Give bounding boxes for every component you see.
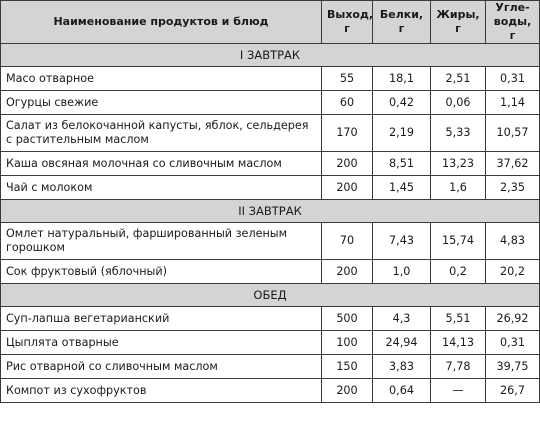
cell-carbs: 0,31	[486, 67, 540, 91]
cell-carbs: 39,75	[486, 355, 540, 379]
table-row	[1, 152, 540, 176]
cell-name: Масо отварное	[1, 67, 322, 91]
cell-fat: 0,2	[431, 260, 486, 284]
section-title: I ЗАВТРАК	[1, 44, 540, 67]
cell-carbs: 1,14	[486, 91, 540, 115]
cell-name: Омлет натуральный, фаршированный зеленым горошком	[1, 223, 322, 260]
cell-name: Салат из белокочанной капусты, яблок, сельдерея с растительным маслом	[1, 115, 322, 152]
header-fat: Жиры, г	[431, 1, 486, 44]
cell-protein: 3,83	[373, 355, 431, 379]
table-row	[1, 91, 540, 115]
cell-carbs: 20,2	[486, 260, 540, 284]
cell-output: 150	[322, 355, 373, 379]
cell-protein: 18,1	[373, 67, 431, 91]
cell-protein: 0,64	[373, 379, 431, 403]
section-title: II ЗАВТРАК	[1, 200, 540, 223]
cell-output: 100	[322, 331, 373, 355]
cell-protein: 4,3	[373, 307, 431, 331]
table-row	[1, 223, 540, 260]
cell-protein: 8,51	[373, 152, 431, 176]
cell-name: Каша овсяная молочная со сливочным маслом	[1, 152, 322, 176]
cell-output: 200	[322, 176, 373, 200]
cell-protein: 1,45	[373, 176, 431, 200]
cell-name: Компот из сухофруктов	[1, 379, 322, 403]
cell-carbs: 4,83	[486, 223, 540, 260]
header-carbs: Угле-воды, г	[486, 1, 540, 44]
cell-protein: 1,0	[373, 260, 431, 284]
cell-fat: 14,13	[431, 331, 486, 355]
header-name: Наименование продуктов и блюд	[1, 1, 322, 44]
section-header-breakfast-1	[1, 44, 540, 67]
cell-fat: 0,06	[431, 91, 486, 115]
cell-carbs: 10,57	[486, 115, 540, 152]
cell-name: Чай с молоком	[1, 176, 322, 200]
cell-fat: 5,33	[431, 115, 486, 152]
section-title: ОБЕД	[1, 284, 540, 307]
table-row	[1, 115, 540, 152]
table-header-row	[1, 1, 540, 44]
cell-output: 170	[322, 115, 373, 152]
cell-protein: 0,42	[373, 91, 431, 115]
cell-fat: —	[431, 379, 486, 403]
cell-output: 200	[322, 260, 373, 284]
cell-carbs: 26,7	[486, 379, 540, 403]
cell-output: 500	[322, 307, 373, 331]
cell-carbs: 26,92	[486, 307, 540, 331]
cell-output: 200	[322, 152, 373, 176]
cell-fat: 1,6	[431, 176, 486, 200]
cell-carbs: 37,62	[486, 152, 540, 176]
cell-carbs: 2,35	[486, 176, 540, 200]
cell-fat: 7,78	[431, 355, 486, 379]
cell-output: 70	[322, 223, 373, 260]
cell-protein: 24,94	[373, 331, 431, 355]
cell-fat: 13,23	[431, 152, 486, 176]
section-header-breakfast-2	[1, 200, 540, 223]
table-row	[1, 355, 540, 379]
cell-fat: 5,51	[431, 307, 486, 331]
header-output: Выход, г	[322, 1, 373, 44]
cell-output: 55	[322, 67, 373, 91]
table-row	[1, 331, 540, 355]
table-row	[1, 260, 540, 284]
cell-name: Огурцы свежие	[1, 91, 322, 115]
cell-fat: 15,74	[431, 223, 486, 260]
header-protein: Белки, г	[373, 1, 431, 44]
cell-name: Сок фруктовый (яблочный)	[1, 260, 322, 284]
section-header-lunch	[1, 284, 540, 307]
cell-output: 60	[322, 91, 373, 115]
table-row	[1, 176, 540, 200]
table-row	[1, 67, 540, 91]
cell-protein: 7,43	[373, 223, 431, 260]
table-row	[1, 379, 540, 403]
cell-fat: 2,51	[431, 67, 486, 91]
cell-output: 200	[322, 379, 373, 403]
table-row	[1, 307, 540, 331]
cell-name: Суп-лапша вегетарианский	[1, 307, 322, 331]
cell-name: Рис отварной со сливочным маслом	[1, 355, 322, 379]
cell-name: Цыплята отварные	[1, 331, 322, 355]
cell-protein: 2,19	[373, 115, 431, 152]
cell-carbs: 0,31	[486, 331, 540, 355]
